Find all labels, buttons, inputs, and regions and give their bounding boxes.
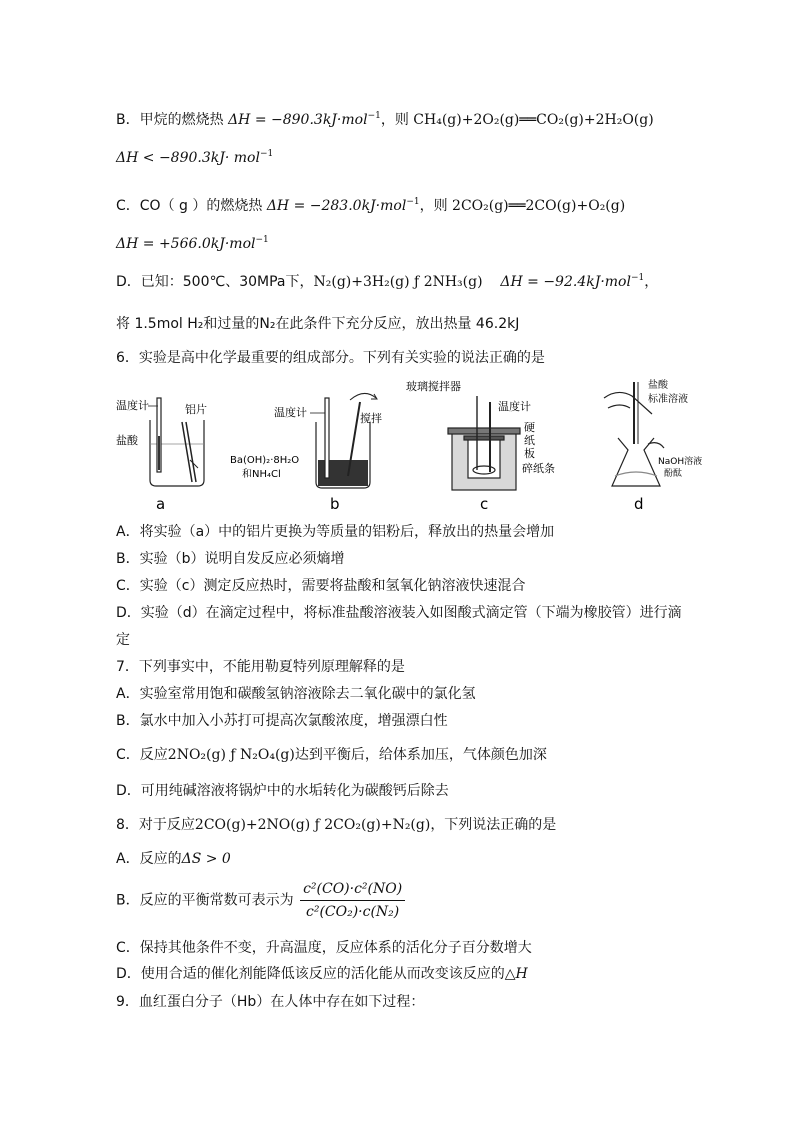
q8-option-b: B．反应的平衡常数可表示为 $\frac{\text{c²(CO)·c²(NO)}}{\text{c²(CO₂)·c(N₂)}}$ (116, 880, 405, 921)
label-scraps-c: 碎纸条 (522, 462, 555, 475)
q5-option-c-line2: ΔH = +566.0kJ·mol$^{-1}$ (116, 235, 269, 252)
q6-option-d-line1: D．实验（d）在滴定过程中，将标准盐酸溶液装入如图酸式滴定管（下端为橡胶管）进行滴 (116, 605, 682, 621)
q6-option-b: B．实验（b）说明自发反应必须熵增 (116, 551, 345, 567)
q6-option-a: A．将实验（a）中的铝片更换为等质量的铝粉后，释放出的热量会增加 (116, 524, 555, 540)
q5-c-equation: 2CO₂(g)══2CO(g)+O₂(g) (452, 198, 626, 214)
fraction-denominator: c²(CO₂)·c(N₂) (305, 904, 400, 920)
label-reagent-b1: Ba(OH)₂·8H₂O (230, 455, 300, 466)
caption-b: b (330, 495, 340, 513)
q6-stem: 6．实验是高中化学最重要的组成部分。下列有关实验的说法正确的是 (116, 350, 545, 366)
q7-option-a: A．实验室常用饱和碳酸氢钠溶液除去二氧化碳中的氯化氢 (116, 686, 476, 702)
caption-a: a (156, 495, 166, 513)
caption-d: d (634, 495, 644, 513)
label-thermometer-c: 温度计 (498, 400, 531, 413)
q6-option-d-line2: 定 (116, 632, 130, 648)
q7-option-c: C．反应2NO₂(g) ƒ N₂O₄(g)达到平衡后，给体系加压，气体颜色加深 (116, 747, 547, 763)
label-acid-d1: 盐酸 (648, 380, 668, 391)
q5-option-b-line1: B．甲烷的燃烧热 ΔH = −890.3kJ·mol$^{-1}$，则 CH₄(g)+2O₂(g)══CO₂(g)+2H₂O(g) (116, 111, 654, 128)
caption-c: c (480, 495, 489, 513)
label-stirrer-c: 玻璃搅拌器 (406, 380, 461, 393)
q8-equation: 2CO(g)+2NO(g) ƒ 2CO₂(g)+N₂(g) (194, 817, 431, 833)
label-thermometer-a: 温度计 (116, 399, 149, 412)
label-acid-a: 盐酸 (116, 434, 138, 447)
q7-c-equation: 2NO₂(g) ƒ N₂O₄(g) (167, 747, 295, 763)
label-acid-d2: 标准溶液 (648, 394, 688, 405)
label-base-d2: 酚酞 (664, 469, 683, 479)
q9-stem: 9．血红蛋白分子（Hb）在人体中存在如下过程： (116, 994, 425, 1010)
q7-stem: 7．下列事实中，不能用勒夏特列原理解释的是 (116, 659, 405, 675)
equilibrium-constant-fraction (300, 880, 405, 921)
q5-option-b-line2: ΔH < −890.3kJ· mol$^{-1}$ (116, 149, 274, 166)
q7-option-d: D．可用纯碱溶液将锅炉中的水垢转化为碳酸钙后除去 (116, 783, 449, 799)
label-base-d1: NaOH溶液 (658, 457, 703, 467)
q5-option-d-line2: 将 1.5mol H₂和过量的N₂在此条件下充分反应，放出热量 46.2kJ (116, 316, 520, 332)
label-board-c3: 板 (524, 447, 535, 460)
fraction-numerator: c²(CO)·c²(NO) (300, 880, 405, 901)
q5-option-d-line1: D．已知：500℃、30MPa下，N₂(g)+3H₂(g) ƒ 2NH₃(g) ΔH = −92.4kJ·mol$^{-1}$， (116, 273, 659, 290)
q8-stem: 8．对于反应2CO(g)+2NO(g) ƒ 2CO₂(g)+N₂(g)，下列说法正确的是 (116, 817, 557, 833)
q6-experiment-figure (112, 378, 712, 514)
label-board-c1: 硬 (524, 421, 535, 434)
label-foil-a: 铝片 (185, 403, 207, 416)
q5-d-equation: N₂(g)+3H₂(g) ƒ 2NH₃(g) (313, 274, 483, 290)
label-thermometer-b: 温度计 (274, 406, 307, 419)
label-board-c2: 纸 (524, 434, 535, 447)
q5-b-equation: CH₄(g)+2O₂(g)══CO₂(g)+2H₂O(g) (413, 112, 654, 128)
apparatus-b (316, 393, 377, 488)
q5-option-c-line1: C．CO（ g ）的燃烧热 ΔH = −283.0kJ·mol$^{-1}$，则 2CO₂(g)══2CO(g)+O₂(g) (116, 197, 626, 214)
label-stir-b: 搅拌 (360, 412, 382, 425)
q6-option-c: C．实验（c）测定反应热时，需要将盐酸和氢氧化钠溶液快速混合 (116, 578, 526, 594)
q7-option-b: B．氯水中加入小苏打可提高次氯酸浓度，增强漂白性 (116, 713, 448, 729)
q8-option-a: A．反应的ΔS > 0 (116, 851, 231, 867)
q8-option-d: D．使用合适的催化剂能降低该反应的活化能从而改变该反应的△H (116, 966, 528, 982)
label-reagent-b2: 和NH₄Cl (242, 469, 281, 480)
q8-option-c: C．保持其他条件不变，升高温度，反应体系的活化分子百分数增大 (116, 940, 532, 956)
